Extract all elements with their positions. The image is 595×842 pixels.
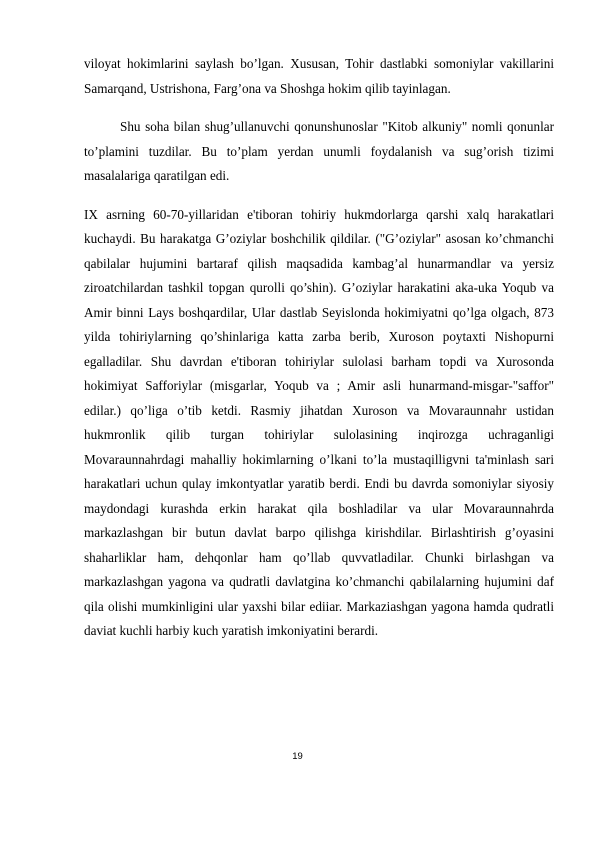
paragraph-2: Shu soha bilan shug’ullanuvchi qonunshunoslar "Kitob alkuniy" nomli qonunlar to’plamini tuzdilar. Bu to’plam yerdan unumli foydalanish va sug’orish tizimi masalalariga qaratilgan edi. [84, 119, 554, 183]
paragraph-3: IX asrning 60-70-yillaridan e'tiboran tohiriy hukmdorlarga qarshi xalq harakatlari kuchaydi. Bu harakatga G’oziylar boshchilik qildilar. ("G’oziylar" asosan ko’chmanchi qabilalar hujumini bartaraf qilish maqsadida kambag’al hunarmandlar va yersiz ziroatchilardan tashkil topgan qurolli qo’shin). G’oziylar harakatini aka-uka Yoqub va Amir binni Lays boshqardilar, Ular dastlab Seyislonda hokimiyatni qo’lga olgach, 873 yilda tohiriylarning qo’shinlariga katta zarba berib, Xuroson poytaxti Nishopurni egalladilar. Shu davrdan e'tiboran tohiriylar sulolasi barham topdi va Xurosonda hokimiyat Safforiylar (misgarlar, Yoqub va ; Amir asli hunarmand-misgar-"saffor" edilar.) qo’liga o’tib ketdi. Rasmiy jihatdan Xuroson va Movaraunnahr ustidan hukmronlik qilib turgan tohiriylar sulolasining inqirozga uchraganligi Movaraunnahrdagi mahalliy hokimlarning o’lkani to’la mustaqilligvni ta'minlash sari harakatlari uchun qulay imkontyatlar yaratib berdi. Endi bu davrda somoniylar siyosiy maydondagi kurashda erkin harakat qila boshladilar va ular Movaraunnahrda markazlashgan bir butun davlat barpo qilishga kirishdilar. Birlashtirish g’oyasini shaharliklar ham, dehqonlar ham qo’llab quvvatladilar. Chunki birlashgan va markazlashgan yagona va qudratli davlatgina ko’chmanchi qabilalarning hujumini daf qila olishi mumkinligini ular yaxshi bilar ediiar. Markaziashgan yagona hamda qudratli daviat kuchli harbiy kuch yaratish imkoniyatini berardi. [84, 206, 554, 638]
page-number: 19 [292, 751, 303, 762]
body-text [84, 52, 554, 658]
paragraph-1: viloyat hokimlarini saylash bo’lgan. Xususan, Tohir dastlabki somoniylar vakillarini Samarqand, Ustrishona, Farg’ona va Shoshga hokim qilib tayinlagan. [84, 56, 554, 96]
